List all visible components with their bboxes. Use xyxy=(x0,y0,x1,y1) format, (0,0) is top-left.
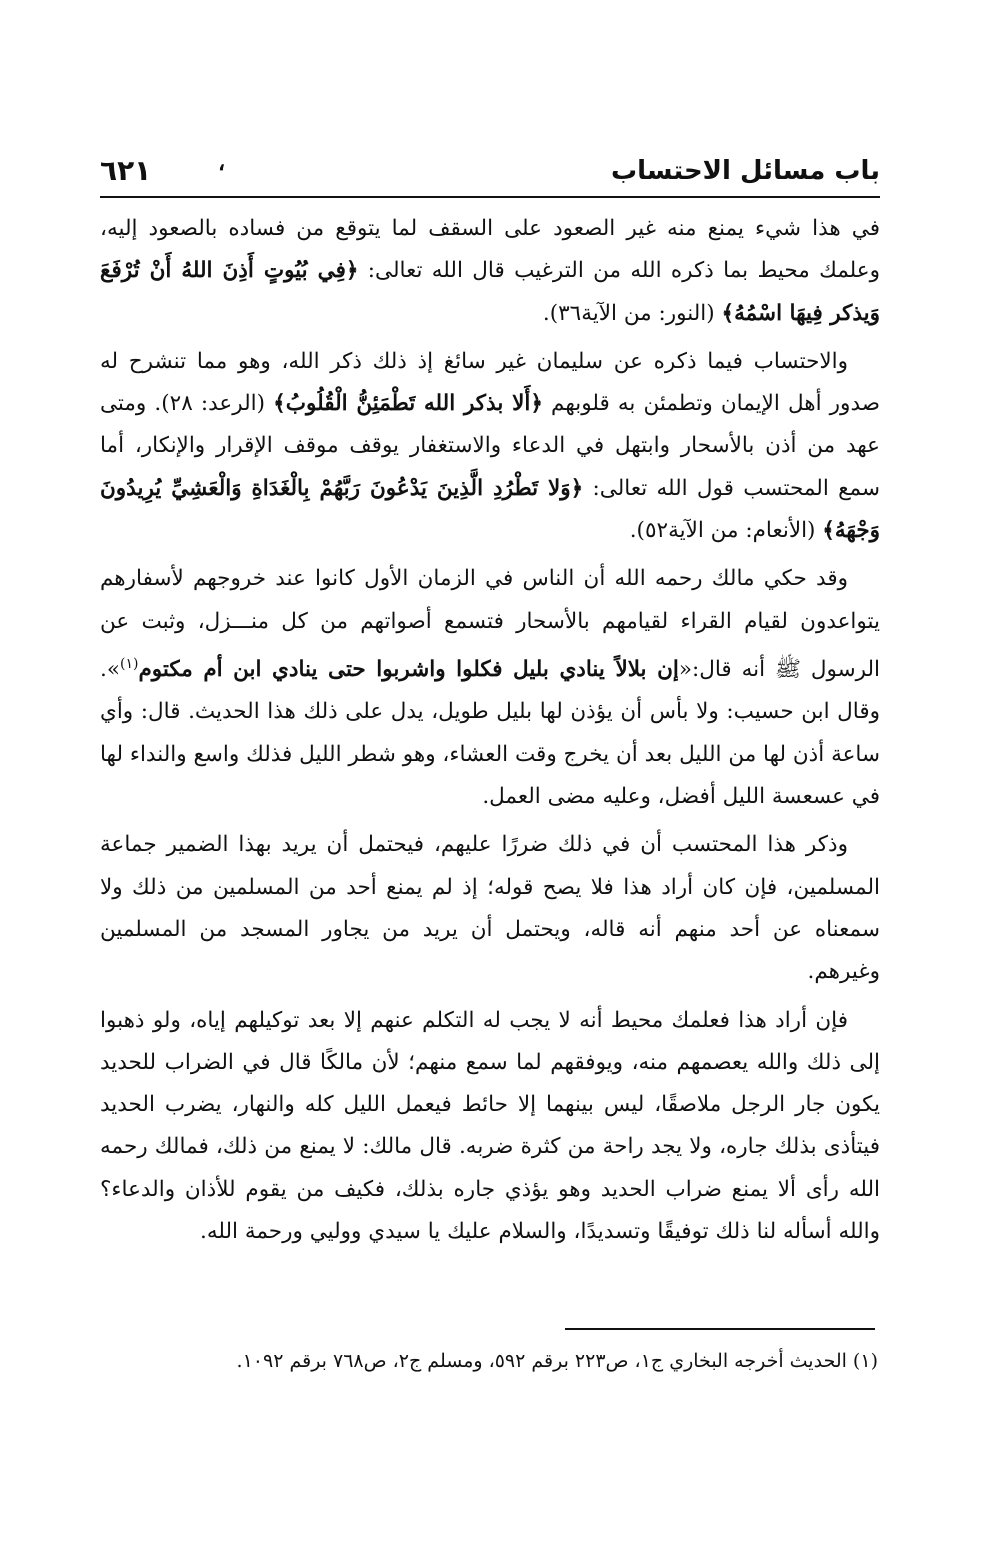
header-mark: ، xyxy=(218,150,226,176)
paragraph-4 xyxy=(100,824,880,993)
paragraph-1 xyxy=(100,208,880,335)
text-segment: (الرعد: ٢٨). ومتى عهد من أذن بالأسحار وابتهل في الدعاء والاستغفار يوقف موقف الإقرار والإنكار، أما سمع المحتسب قول الله تعالى: xyxy=(100,391,880,501)
text-segment: والاحتساب فيما ذكره عن سليمان غير سائغ إذ ذلك ذكر الله، وهو مما تنشرح له صدور أهل الإيمان وتطمئن به قلوبهم xyxy=(100,348,880,417)
text-segment: ». وقال ابن حسيب: ولا بأس أن يؤذن لها بليل طويل، يدل على ذلك هذا الحديث. قال: وأي ساعة أذن لها من الليل بعد أن يخرج وقت العشاء، وهو شطر الليل فذلك واسع والنداء لها في عسعسة الليل أفضل، وعليه مضى العمل. xyxy=(100,657,880,810)
chapter-title: باب مسائل الاحتساب xyxy=(610,156,880,186)
text-segment: في هذا شيء يمنع منه غير الصعود على السقف لما يتوقع من فساده بالصعود إليه، وعلمك محيط بما ذكره الله من الترغيب قال الله تعالى: xyxy=(100,216,881,284)
paragraph-3 xyxy=(100,558,880,818)
paragraph-5 xyxy=(100,1000,880,1254)
text-segment: وذكر هذا المحتسب أن في ذلك ضررًا عليهم، فيحتمل أن يريد بهذا الضمير جماعة المسلمين، فإن كان أراد هذا فلا يصح قوله؛ إذ لم يمنع أحد من المسلمين من ذلك ولا سمعناه عن أحد منهم أنه قاله، ويحتمل أن يريد من يجاور المسجد من المسلمين وغيرهم. xyxy=(100,832,880,985)
page-number: ٦٢١ xyxy=(100,154,152,187)
hadith-text: إن بلالاً ينادي بليل فكلوا واشربوا حتى ينادي ابن أم مكتوم xyxy=(138,657,679,683)
text-segment: (النور: من الآية٣٦). xyxy=(542,300,722,326)
quran-verse: ﴿أَلا بذكر الله تَطْمَئِنُّ الْقُلُوبُ﴾ xyxy=(273,391,543,417)
main-text xyxy=(100,208,880,1259)
header-divider xyxy=(100,196,880,198)
text-segment: (الأنعام: من الآية٥٢). xyxy=(629,518,823,544)
footnote-reference: (١) xyxy=(120,655,139,672)
footnote: (١) الحديث أخرجه البخاري ج١، ص٢٢٣ برقم ٥٩٢، ومسلم ج٢، ص٧٦٨ برقم ١٠٩٢. xyxy=(236,1350,878,1372)
text-segment: وقد حكي مالك رحمه الله أن الناس في الزمان الأول كانوا عند خروجهم لأسفارهم يتواعدون لقيام القراء لقيامهم بالأسحار فتسمع أصواتهم من كل منـــزل، وثبت عن الرسول ﷺ أنه قال:« xyxy=(100,566,880,683)
paragraph-2 xyxy=(100,341,880,552)
footnote-divider xyxy=(565,1328,875,1330)
quran-verse: ﴿وَلا تَطْرُدِ الَّذِينَ يَدْعُونَ رَبَّهُمْ بِالْغَدَاةِ وَالْعَشِيِّ يُرِيدُونَ وَجْهَهُ﴾ xyxy=(100,475,880,544)
text-segment: فإن أراد هذا فعلمك محيط أنه لا يجب له التكلم عنهم إلا بعد توكيلهم إياه، ولو ذهبوا إلى ذلك والله يعصمهم منه، ويوفقهم لما سمع منهم؛ لأن مالكًا قال في الضراب للحديد يكون جار الرجل ملاصقًا، ليس بينهما إلا حائط فيعمل الليل كله والنهار، يضرب الحديد فيتأذى بذلك جاره، ولا يجد راحة من كثرة ضربه. قال مالك: لا يمنع من ذلك، فمالك رحمه الله رأى ألا يمنع ضراب الحديد وهو يؤذي جاره بذلك، فكيف من يقوم للأذان والدعاء؟ والله أسأله لنا ذلك توفيقًا وتسديدًا، والسلام عليك يا سيدي ووليي ورحمة الله. xyxy=(100,1007,880,1244)
running-header xyxy=(100,150,880,196)
quran-verse: ﴿فِي بُيُوتٍ أَذِنَ اللهُ أَنْ تُرْفَعَ وَيذكر فِيهَا اسْمُهُ﴾ xyxy=(100,258,880,326)
